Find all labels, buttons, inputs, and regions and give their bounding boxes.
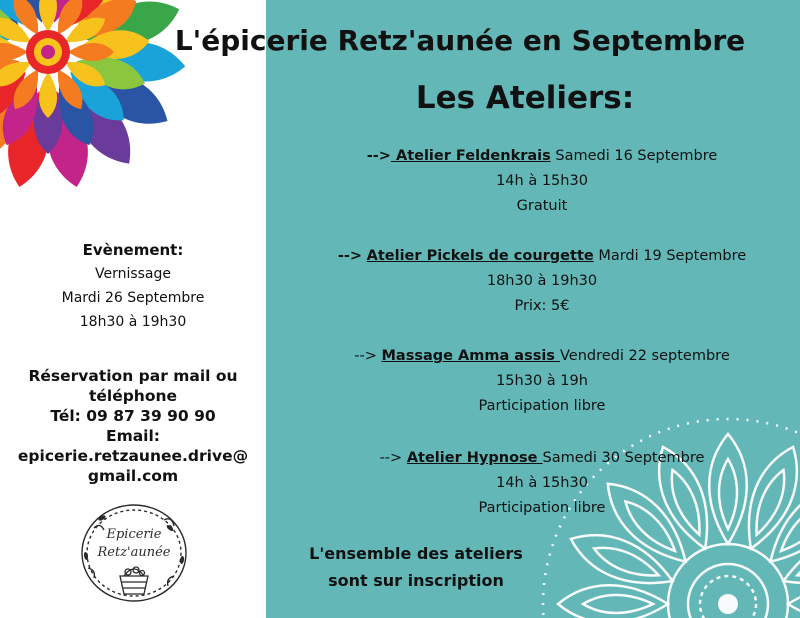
arrow-icon: --> — [379, 450, 403, 466]
footer-note — [266, 540, 566, 594]
workshop-price: Prix: 5€ — [514, 298, 570, 314]
footer-line-1: L'ensemble des ateliers — [309, 544, 523, 563]
workshop-time: 18h30 à 19h30 — [486, 273, 598, 289]
workshop-date: Samedi 16 Septembre — [550, 148, 718, 164]
workshop-heading — [282, 244, 800, 269]
contact-email-line-1[interactable]: epicerie.retzaunee.drive@ — [17, 447, 249, 465]
arrow-icon: --> — [366, 148, 391, 164]
arrow-icon: --> — [337, 248, 363, 264]
workshop-name[interactable]: Massage Amma assis — [381, 348, 560, 364]
workshop-date: Mardi 19 Septembre — [593, 248, 747, 264]
workshop-date: Samedi 30 Septembre — [542, 450, 705, 466]
contact-line-1: Réservation par mail ou — [28, 367, 238, 385]
page-title: L'épicerie Retz'aunée en Septembre — [174, 24, 746, 57]
page-subtitle: Les Ateliers: — [415, 80, 635, 116]
workshop-item — [282, 144, 800, 219]
event-line-name: Vernissage — [94, 266, 172, 282]
footer-line-2: sont sur inscription — [328, 571, 504, 590]
workshop-name[interactable]: Atelier Pickels de courgette — [366, 248, 594, 264]
logo-text-line-2: Retz'aunée — [97, 545, 171, 560]
contact-line-2: téléphone — [88, 387, 178, 405]
event-block — [8, 238, 258, 334]
contact-email-heading: Email: — [105, 427, 161, 445]
logo-wreath-icon — [74, 498, 194, 608]
contact-email-line-2[interactable]: gmail.com — [87, 467, 179, 485]
contact-block — [0, 366, 266, 486]
workshop-date: Vendredi 22 septembre — [559, 348, 730, 364]
basket-icon — [120, 567, 148, 594]
workshop-name[interactable]: Atelier Hypnose — [406, 450, 543, 466]
workshop-heading — [282, 446, 800, 471]
event-line-time: 18h30 à 19h30 — [79, 314, 187, 330]
logo-text-line-1: Epicerie — [106, 527, 162, 542]
event-line-date: Mardi 26 Septembre — [61, 290, 205, 306]
event-heading: Evènement: — [82, 241, 184, 259]
workshop-item — [282, 244, 800, 319]
workshop-heading — [282, 144, 800, 169]
arrow-icon: --> — [354, 348, 377, 364]
workshop-item — [282, 446, 800, 521]
workshop-name[interactable]: Atelier Feldenkrais — [390, 148, 551, 164]
workshop-time: 15h30 à 19h — [496, 373, 588, 389]
workshop-heading — [282, 344, 800, 369]
workshop-price: Participation libre — [478, 500, 606, 516]
workshop-item — [282, 344, 800, 419]
workshop-time: 14h à 15h30 — [496, 475, 588, 491]
workshop-price: Participation libre — [478, 398, 606, 414]
workshop-price: Gratuit — [516, 198, 568, 214]
contact-phone[interactable]: Tél: 09 87 39 90 90 — [50, 407, 216, 425]
workshop-time: 14h à 15h30 — [496, 173, 588, 189]
